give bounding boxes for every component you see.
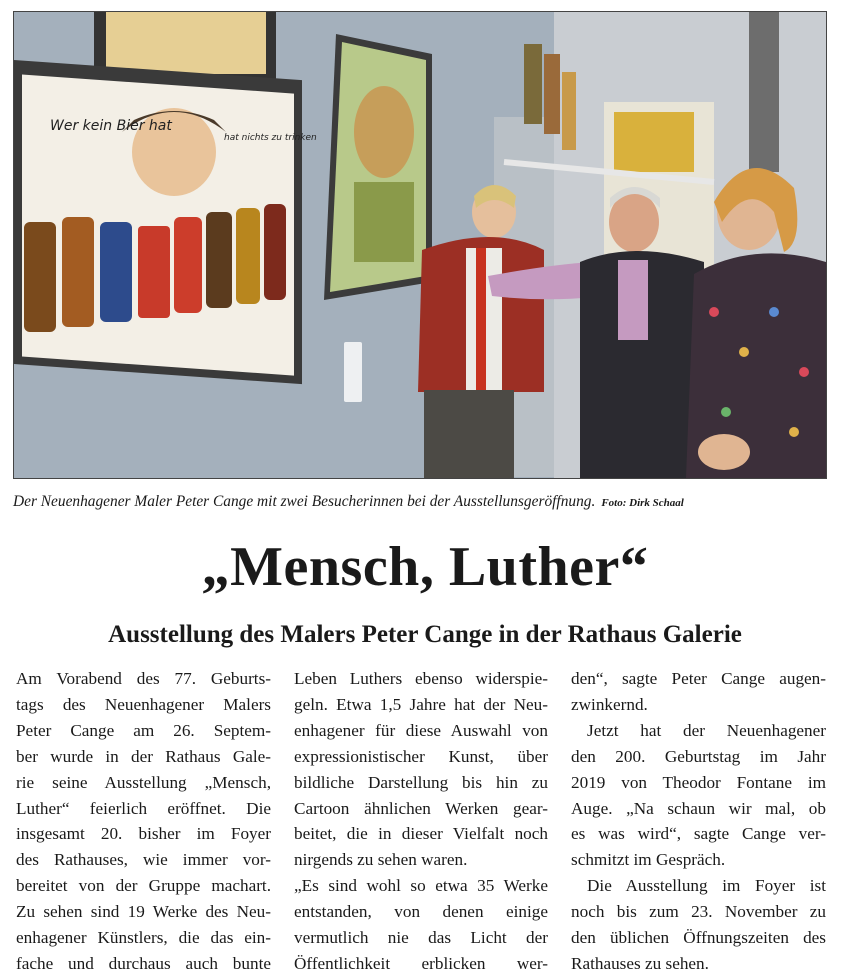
poster-lettering-right: hat nichts zu trinken <box>224 133 317 143</box>
paragraph <box>571 718 826 873</box>
photo-caption <box>13 493 833 511</box>
text-line: vermutlich nie das Licht der <box>294 928 548 948</box>
poster-lettering-left: Wer kein Bier hat <box>50 118 172 134</box>
text-line: enhagener für diese Auswahl von <box>294 720 548 740</box>
text-line: fache und durchaus auch bunte <box>16 953 271 973</box>
text-line: nirgends zu sehen waren. <box>294 850 468 870</box>
text-line: enhagener Künstlers, die das ein- <box>16 928 271 948</box>
exhibition-photo <box>13 11 827 479</box>
text-line: Öffentlichkeit erblicken wer- <box>294 953 548 973</box>
text-line: bildliche Darstellung bis hin zu <box>294 772 548 792</box>
text-line: zwinkernd. <box>571 694 648 714</box>
article-column-2 <box>294 666 548 977</box>
text-line: Peter Cange am 26. Septem- <box>16 720 271 740</box>
text-line: des Rathauses, wie immer vor- <box>16 850 271 870</box>
paragraph <box>571 666 826 718</box>
text-line: den 200. Geburtstag im Jahr <box>571 746 826 766</box>
paragraph <box>294 666 548 873</box>
text-line: Leben Luthers ebenso widerspie- <box>294 669 548 688</box>
paragraph <box>571 873 826 977</box>
text-line: es was wird“, sagte Cange ver- <box>571 824 826 844</box>
text-line: 2019 von Theodor Fontane im <box>571 772 826 792</box>
paragraph <box>16 666 271 977</box>
text-line: schmitzt im Gespräch. <box>571 850 726 870</box>
text-line: den üblichen Öffnungszeiten des <box>571 928 826 948</box>
photo-credit: Foto: Dirk Schaal <box>601 497 684 509</box>
paragraph <box>294 873 548 977</box>
headline: „Mensch, Luther“ <box>201 536 649 598</box>
text-line: insgesamt 20. bisher im Foyer <box>16 824 271 844</box>
text-line: Die Ausstellung im Foyer ist <box>587 876 826 896</box>
text-line: entstanden, von denen einige <box>294 902 548 922</box>
article-column-1 <box>16 666 271 977</box>
article-column-3 <box>571 666 826 977</box>
text-line: expressionistischer Kunst, über <box>294 746 548 766</box>
caption-text: Der Neuenhagener Maler Peter Cange mit zwei Besucherinnen bei der Ausstellunsgeröffnung. <box>13 493 596 510</box>
text-line: bereitet von der Gruppe machart. <box>16 876 271 896</box>
text-line: Auge. „Na schaun wir mal, ob <box>571 798 826 818</box>
subheadline: Ausstellung des Malers Peter Cange in der Rathaus Galerie <box>108 621 742 648</box>
text-line: Rathauses zu sehen. <box>571 953 709 973</box>
text-line: Luther“ feierlich eröffnet. Die <box>16 798 271 818</box>
text-line: Am Vorabend des 77. Geburts- <box>16 669 271 688</box>
text-line: tags des Neuenhagener Malers <box>16 694 271 714</box>
text-line: geln. Etwa 1,5 Jahre hat der Neu- <box>294 694 548 714</box>
text-line: den“, sagte Peter Cange augen- <box>571 669 826 688</box>
text-line: „Es sind wohl so etwa 35 Werke <box>294 876 548 896</box>
text-line: rie seine Ausstellung „Mensch, <box>16 772 271 792</box>
text-line: Cartoon ähnlichen Werken gear- <box>294 798 548 818</box>
text-line: noch bis zum 23. November zu <box>571 902 826 922</box>
text-line: Zu sehen sind 19 Werke des Neu- <box>16 902 271 922</box>
text-line: Jetzt hat der Neuenhagener <box>587 720 826 740</box>
text-line: ber wurde in der Rathaus Gale- <box>16 746 271 766</box>
text-line: beitet, die in dieser Vielfalt noch <box>294 824 548 844</box>
